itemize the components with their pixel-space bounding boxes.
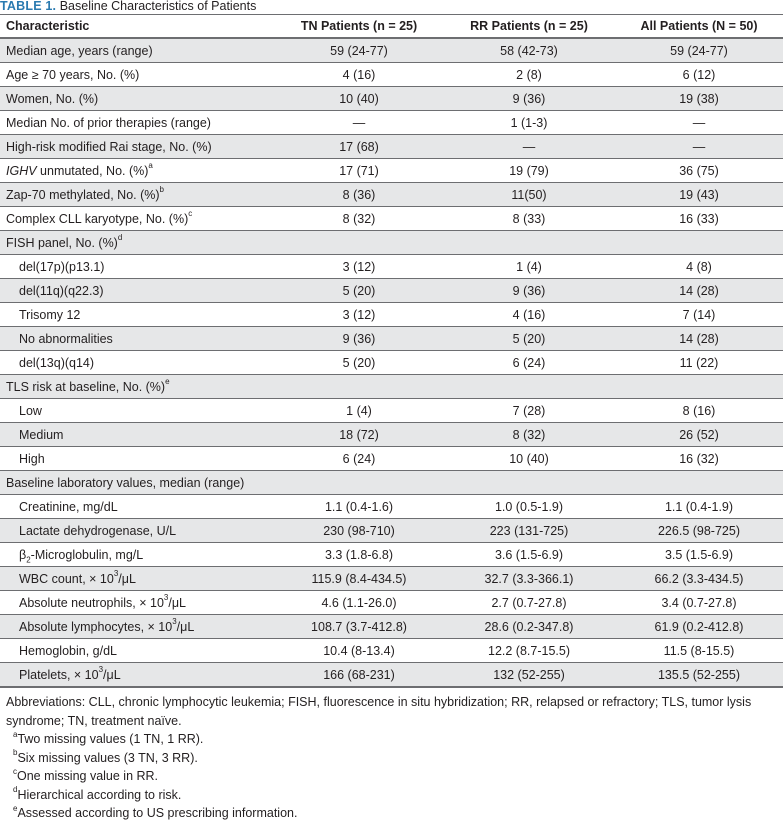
cell-tn: 108.7 (3.7-412.8) [275,615,443,639]
cell-all: 3.5 (1.5-6.9) [615,543,783,567]
table-row [0,87,783,111]
row-label: No abnormalities [0,327,275,351]
table-row [0,255,783,279]
table-section-row [0,231,783,255]
cell-tn: 4 (16) [275,63,443,87]
cell-rr: 6 (24) [443,351,615,375]
cell-rr: 9 (36) [443,87,615,111]
table-row [0,663,783,688]
cell-tn: 18 (72) [275,423,443,447]
cell-rr: 4 (16) [443,303,615,327]
header-row [0,15,783,39]
header-tn: TN Patients (n = 25) [275,15,443,39]
row-label: Platelets, × $10^3/\mu L$ [0,663,275,688]
cell-tn: — [275,111,443,135]
row-label: High [0,447,275,471]
row-label: High-risk modified Rai stage, No. (%) [0,135,275,159]
footnote-mark: e [165,377,170,387]
cell-tn: 8 (32) [275,207,443,231]
cell-all: 8 (16) [615,399,783,423]
cell-all: 14 (28) [615,327,783,351]
row-label: Lactate dehydrogenase, U/L [0,519,275,543]
row-label: Baseline laboratory values, median (range) [0,471,275,495]
cell-tn: 9 (36) [275,327,443,351]
footnote-c: $^c$One missing value in RR. [13,766,159,783]
cell-all: 16 (32) [615,447,783,471]
row-label: Complex CLL karyotype, No. (%)$^c$ [0,207,275,231]
footnote-e: $^e$Assessed according to US prescribing information. [13,803,298,820]
cell-rr: 12.2 (8.7-15.5) [443,639,615,663]
row-label: Absolute neutrophils, × $10^3/\mu L$ [0,591,275,615]
cell-rr: 2.7 (0.7-27.8) [443,591,615,615]
cell-all: 11 (22) [615,351,783,375]
table-row [0,591,783,615]
cell-all: 7 (14) [615,303,783,327]
footnote-mark: b [159,185,164,195]
baseline-characteristics-table [0,14,783,688]
table-footnotes [0,688,783,823]
row-label: Median No. of prior therapies (range) [0,111,275,135]
cell-tn: 17 (71) [275,159,443,183]
cell-all: 19 (43) [615,183,783,207]
row-label: Low [0,399,275,423]
cell-tn: 1.1 (0.4-1.6) [275,495,443,519]
table-row [0,63,783,87]
cell-all: 19 (38) [615,87,783,111]
cell-rr: 19 (79) [443,159,615,183]
cell-rr: 7 (28) [443,399,615,423]
cell-all: 66.2 (3.3-434.5) [615,567,783,591]
table-row [0,639,783,663]
cell-tn: 230 (98-710) [275,519,443,543]
cell-rr: 3.6 (1.5-6.9) [443,543,615,567]
cell-tn: 3 (12) [275,303,443,327]
row-label: Women, No. (%) [0,87,275,111]
row-label: del(13q)(q14) [0,351,275,375]
cell-rr: 58 (42-73) [443,38,615,63]
cell-all: — [615,111,783,135]
cell-tn: 115.9 (8.4-434.5) [275,567,443,591]
cell-all: 6 (12) [615,63,783,87]
row-label: Trisomy 12 [0,303,275,327]
row-label: Hemoglobin, g/dL [0,639,275,663]
cell-rr: 2 (8) [443,63,615,87]
footnote-d: $^d$Hierarchical according to risk. [13,785,182,802]
row-label: Creatinine, mg/dL [0,495,275,519]
greater-equal-symbol: ≥ [31,67,39,82]
cell-all: 16 (33) [615,207,783,231]
row-label: del(11q)(q22.3) [0,279,275,303]
cell-tn: 6 (24) [275,447,443,471]
footnote-mark: c [188,209,193,219]
table-section-row [0,375,783,399]
cell-rr: 10 (40) [443,447,615,471]
cell-all: — [615,135,783,159]
cell-rr: 11(50) [443,183,615,207]
cell-tn: 8 (36) [275,183,443,207]
footnote-mark: a [148,161,153,171]
table-row [0,183,783,207]
table-row [0,495,783,519]
cell-all: 226.5 (98-725) [615,519,783,543]
cell-rr: 1 (4) [443,255,615,279]
cell-tn: 3.3 (1.8-6.8) [275,543,443,567]
cell-all: 4 (8) [615,255,783,279]
table-row [0,399,783,423]
table-row [0,615,783,639]
cell-tn: 1 (4) [275,399,443,423]
row-label: FISH panel, No. (%)$^d$ [0,231,275,255]
footnote-b: $^b$Six missing values (3 TN, 3 RR). [13,748,198,765]
footnote-a: $^a$Two missing values (1 TN, 1 RR). [13,729,204,746]
cell-all: 135.5 (52-255) [615,663,783,688]
cell-all: 3.4 (0.7-27.8) [615,591,783,615]
table-row [0,327,783,351]
row-label: TLS risk at baseline, No. (%)$^e$ [0,375,275,399]
table-row [0,543,783,567]
table-row [0,447,783,471]
table-row [0,519,783,543]
cell-tn: 59 (24-77) [275,38,443,63]
cell-tn: 5 (20) [275,279,443,303]
header-all: All Patients (N = 50) [615,15,783,39]
table-row [0,38,783,63]
row-label: del(17p)(p13.1) [0,255,275,279]
abbreviations-note: Abbreviations: CLL, chronic lymphocytic leukemia; FISH, fluorescence in situ hybridization; RR, relapsed or refractory; TLS, tumor lysis syndrome; TN, treatment naïve. [6,695,752,728]
cell-rr: 28.6 (0.2-347.8) [443,615,615,639]
cell-all: 36 (75) [615,159,783,183]
table-row [0,303,783,327]
table-label: TABLE 1. [0,0,57,13]
cell-all: 11.5 (8-15.5) [615,639,783,663]
row-label: Absolute lymphocytes, × $10^3/\mu L$ [0,615,275,639]
table-row [0,111,783,135]
table-row [0,135,783,159]
cell-rr: 32.7 (3.3-366.1) [443,567,615,591]
row-label: $\beta_2$-Microglobulin, mg/L [0,543,275,567]
cell-rr: 132 (52-255) [443,663,615,688]
cell-tn: 5 (20) [275,351,443,375]
cell-rr: 8 (32) [443,423,615,447]
cell-all: 59 (24-77) [615,38,783,63]
cell-rr: 1.0 (0.5-1.9) [443,495,615,519]
cell-tn: 4.6 (1.1-26.0) [275,591,443,615]
cell-tn: 166 (68-231) [275,663,443,688]
cell-tn: 17 (68) [275,135,443,159]
cell-tn: 10.4 (8-13.4) [275,639,443,663]
row-label: Zap-70 methylated, No. (%)$^b$ [0,183,275,207]
header-rr: RR Patients (n = 25) [443,15,615,39]
cell-rr: 1 (1-3) [443,111,615,135]
row-label: IGHV unmutated, No. (%)$^a$ [0,159,275,183]
cell-rr: 5 (20) [443,327,615,351]
cell-tn: 3 (12) [275,255,443,279]
table-row [0,351,783,375]
row-label: Median age, years (range) [0,38,275,63]
header-characteristic: Characteristic [0,15,275,39]
cell-all: 26 (52) [615,423,783,447]
footnote-mark: d [117,233,123,243]
table-row [0,159,783,183]
table-row [0,279,783,303]
cell-all: 14 (28) [615,279,783,303]
table-row [0,423,783,447]
cell-rr: 8 (33) [443,207,615,231]
cell-rr: 9 (36) [443,279,615,303]
cell-tn: 10 (40) [275,87,443,111]
table-title [0,0,783,14]
cell-rr: — [443,135,615,159]
cell-all: 1.1 (0.4-1.9) [615,495,783,519]
cell-rr: 223 (131-725) [443,519,615,543]
row-label: Age ≥ 70 years, No. (%) [0,63,275,87]
cell-all: 61.9 (0.2-412.8) [615,615,783,639]
row-label: WBC count, × $10^3/\mu L$ [0,567,275,591]
table-caption: Baseline Characteristics of Patients [59,0,257,13]
table-row [0,207,783,231]
table-row [0,567,783,591]
row-label: Medium [0,423,275,447]
table-section-row [0,471,783,495]
